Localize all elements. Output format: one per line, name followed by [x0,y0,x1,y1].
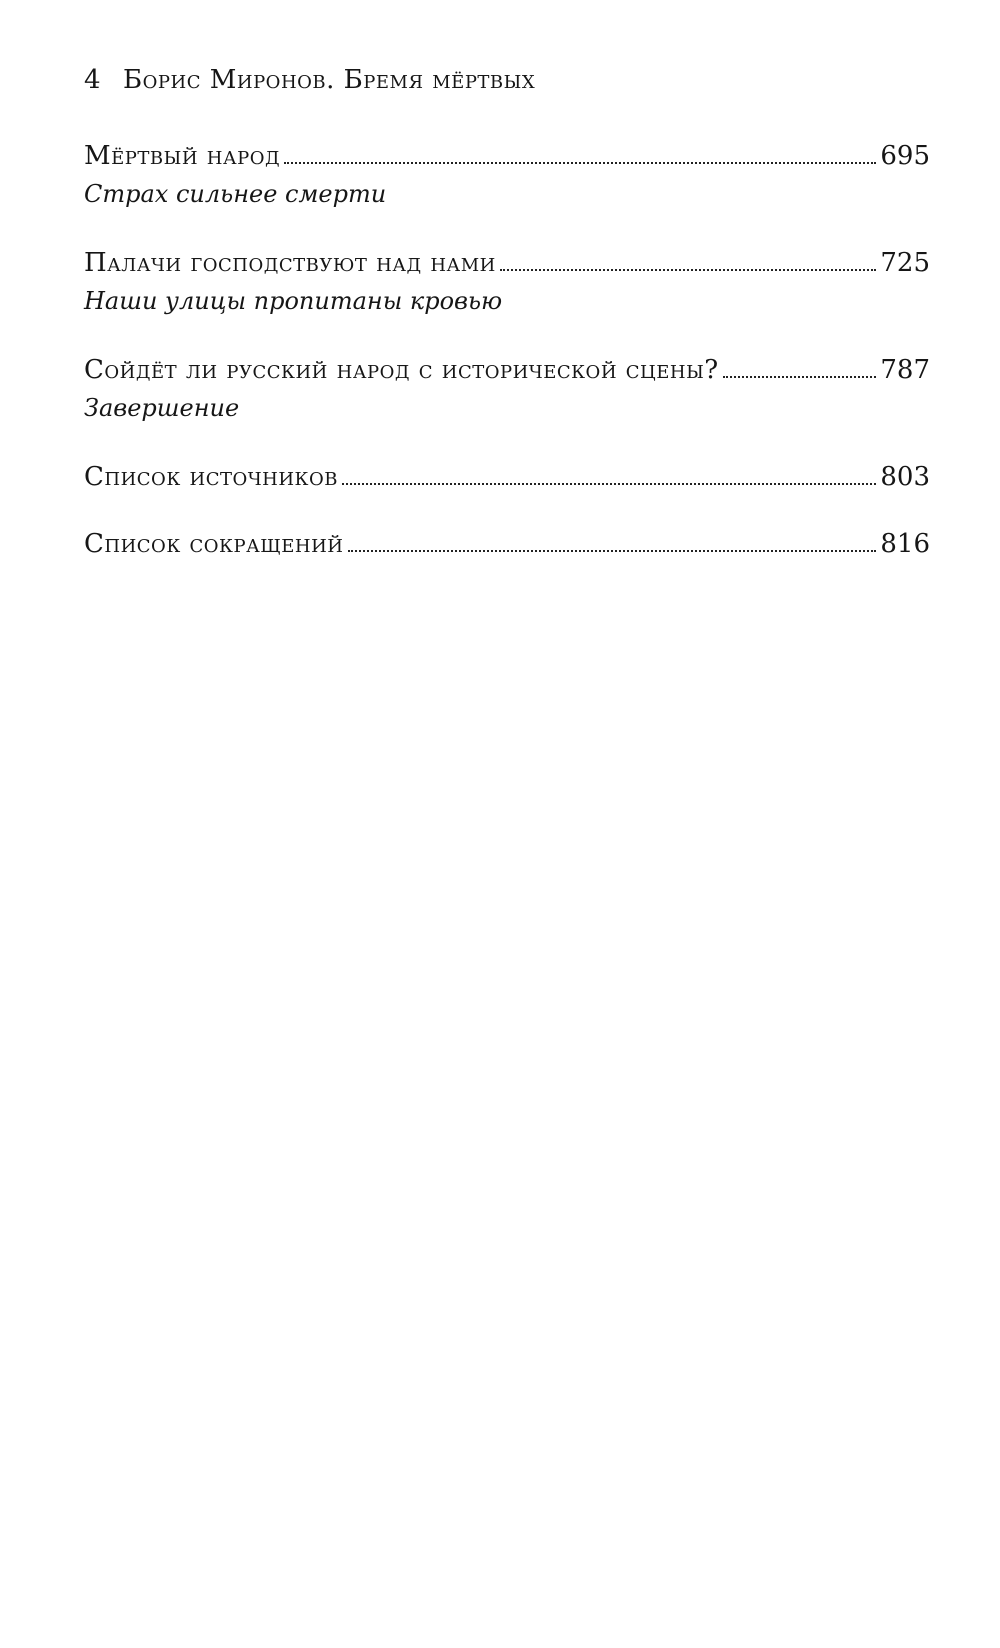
toc-entry [84,350,930,426]
toc-entry [84,457,930,497]
toc-entry-line [84,136,930,176]
dot-leader [284,162,876,164]
toc-entry-title: Список сокращений [84,529,344,559]
toc-entry-page: 787 [880,355,930,385]
toc-entry-title: Список источников [84,462,338,492]
toc-entry-subtitle: Страх сильнее смерти [84,180,387,208]
dot-leader [500,269,877,271]
toc-entry-line [84,524,930,564]
toc-entry-page: 803 [880,462,930,492]
toc-entry-line [84,243,930,283]
toc-entry-subtitle: Завершение [84,394,240,422]
dot-leader [348,550,877,552]
dot-leader [723,376,877,378]
toc-entry-line [84,350,930,390]
toc-entry-title: Мёртвый народ [84,141,281,171]
toc-entry-title: Палачи господствуют над нами [84,248,496,278]
toc-entry-page: 725 [880,248,930,278]
toc-entry-page: 695 [880,141,930,171]
toc-entry-page: 816 [880,529,930,559]
toc-entry [84,136,930,212]
dot-leader [342,483,876,485]
toc-entry [84,243,930,319]
table-of-contents [84,136,930,591]
page-number: 4 [84,65,102,95]
running-head-title: Борис Миронов. Бремя мёртвых [123,65,536,95]
running-head [84,60,884,100]
toc-entry-title: Сойдёт ли русский народ с исторической сцены? [84,355,719,385]
toc-entry-subtitle: Наши улицы пропитаны кровью [84,287,503,315]
toc-entry-line [84,457,930,497]
toc-entry [84,524,930,564]
